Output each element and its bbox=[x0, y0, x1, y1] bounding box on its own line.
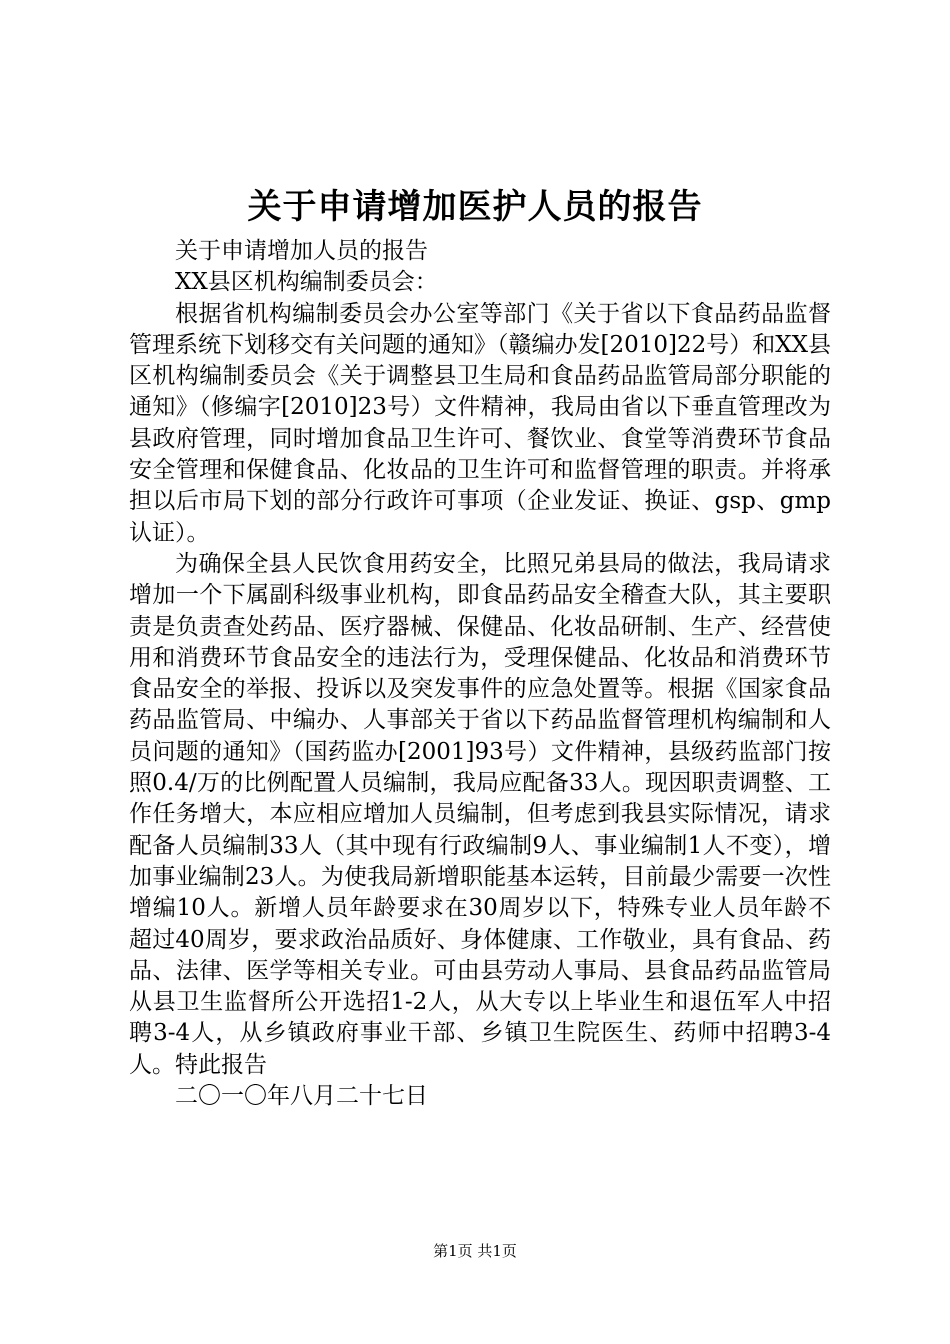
page-footer: 第1页 共1页 bbox=[433, 1242, 517, 1260]
date-line: 二〇一〇年八月二十七日 bbox=[175, 1083, 428, 1110]
subtitle-line: 关于申请增加人员的报告 bbox=[175, 238, 428, 264]
paragraph-1: 根据省机构编制委员会办公室等部门《关于省以下食品药品监督管理系统下划移交有关问题的通知》（赣编办发[2010]22号）和XX县区机构编制委员会《关于调整县卫生局和食品药品监管局部分职能的通知》（修编字[2010]23号）文件精神，我局由省以下垂直管理改为县政府管理，同时增加食品卫生许可、餐饮业、食堂等消费环节食品安全管理和保健食品、化妆品的卫生许可和监督管理的职责。并将承担以后市局下划的部分行政许可事项（企业发证、换证、gsp、gmp认证）。 bbox=[129, 300, 831, 546]
paragraph-2: 为确保全县人民饮食用药安全，比照兄弟县局的做法，我局请求增加一个下属副科级事业机构，即食品药品安全稽查大队，其主要职责是负责查处药品、医疗器械、保健品、化妆品研制、生产、经营使用和消费环节食品安全的违法行为，受理保健品、化妆品和消费环节食品安全的举报、投诉以及突发事件的应急处置等。根据《国家食品药品监管局、中编办、人事部关于省以下药品监督管理机构编制和人员问题的通知》（国药监办[2001]93号）文件精神，县级药监部门按照0.4/万的比例配置人员编制，我局应配备33人。现因职责调整、工作任务增大，本应相应增加人员编制，但考虑到我县实际情况，请求配备人员编制33人（其中现有行政编制9人、事业编制1人不变），增加事业编制23人。为使我局新增职能基本运转，目前最少需要一次性增编10人。新增人员年龄要求在30周岁以下，特殊专业人员年龄不超过40周岁，要求政治品质好、身体健康、工作敬业，具有食品、药品、法律、医学等相关专业。可由县劳动人事局、县食品药品监管局从县卫生监督所公开选招1-2人，从大专以上毕业生和退伍军人中招聘3-4人，从乡镇政府事业干部、乡镇卫生院医生、药师中招聘3-4人。特此报告 bbox=[129, 550, 831, 1078]
document-title: 关于申请增加医护人员的报告 bbox=[247, 187, 703, 227]
document-body bbox=[129, 236, 831, 1112]
addressee-line: XX县区机构编制委员会： bbox=[175, 269, 438, 296]
